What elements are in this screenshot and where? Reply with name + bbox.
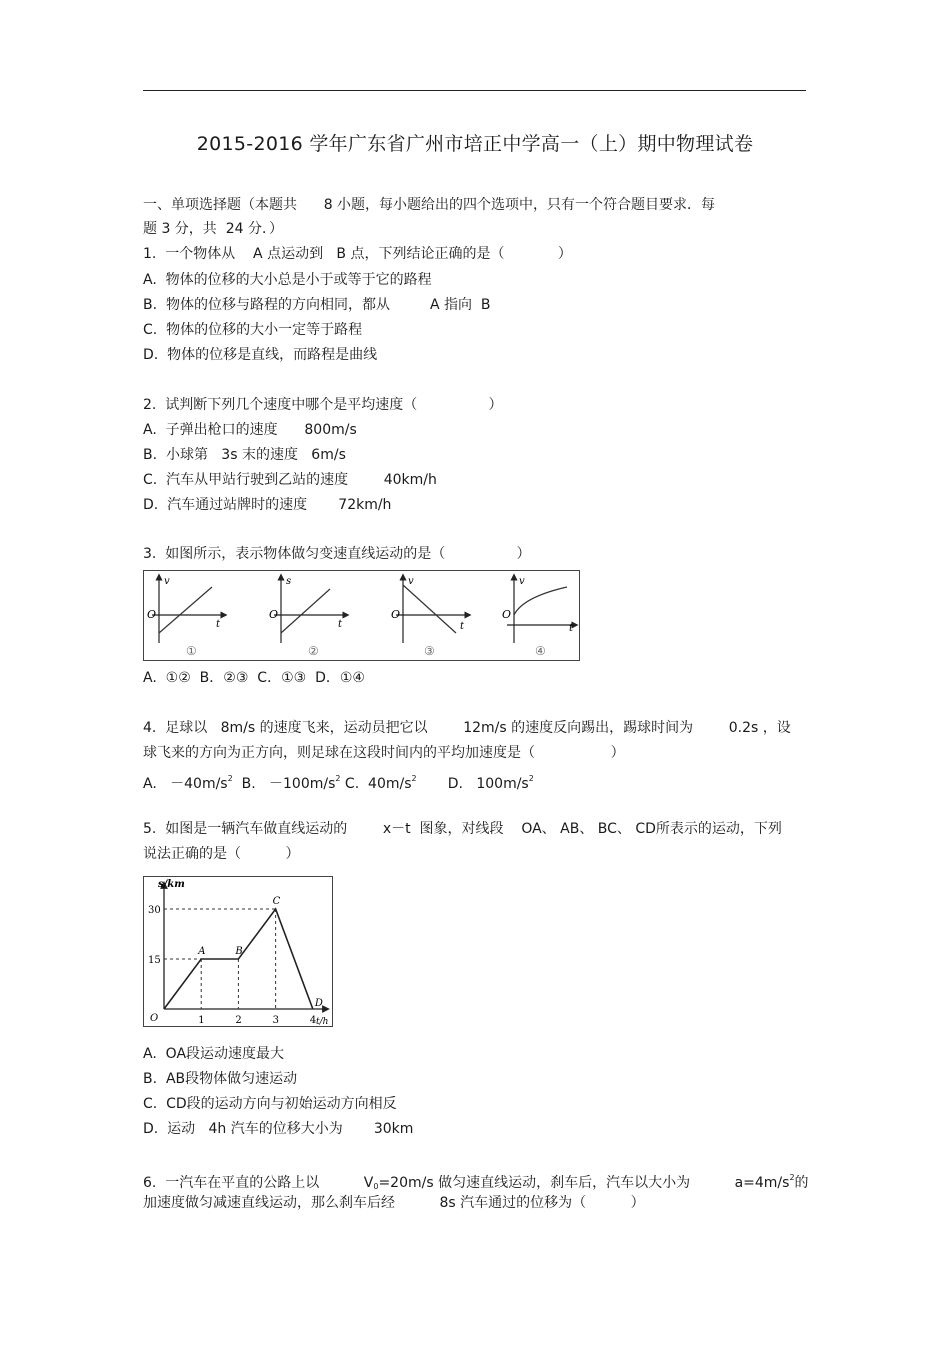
q5-stem-line1: 5. 如图是一辆汽车做直线运动的 x－t 图象，对线段 OA、 AB、 BC、 CD所表示的运动，下列	[143, 821, 782, 837]
q3-g4-axis-label: v	[519, 576, 525, 587]
section-heading-line1: 一、单项选择题（本题共 8 小题，每小题给出的四个选项中，只有一个符合题目要求．每	[143, 197, 716, 213]
q2-option-b: B. 小球第 3s 末的速度 6m/s	[143, 447, 346, 463]
q6-sup-2: 2	[789, 1173, 795, 1182]
q6-sub-0: 0	[373, 1182, 379, 1191]
q5-x-tick-1: 1	[198, 1015, 205, 1026]
q3-g1-t-label: t	[216, 619, 221, 630]
q3-g3-axis-label: v	[408, 576, 414, 587]
q5-option-d: D. 运动 4h 汽车的位移大小为 30km	[143, 1121, 414, 1137]
top-rule	[143, 90, 806, 91]
q6-text-b: =20m/s 做匀速直线运动，刹车后，汽车以大小为 a=4m/s	[378, 1175, 790, 1191]
q1-option-d: D. 物体的位移是直线，而路程是曲线	[143, 347, 378, 363]
q5-x-axis-label: t/h	[316, 1017, 329, 1026]
q5-x-tick-2: 2	[235, 1015, 242, 1026]
q3-g1-origin: O	[147, 608, 157, 621]
q3-stem: 3. 如图所示，表示物体做匀变速直线运动的是（ ）	[143, 546, 531, 562]
q5-figure	[143, 876, 333, 1027]
q5-point-D: D	[314, 998, 323, 1009]
q3-g1-mark: ①	[186, 644, 197, 658]
q5-x-tick-4: 4	[309, 1015, 317, 1026]
q4-option-d: D. 100m/s	[416, 776, 529, 792]
q1-option-c: C. 物体的位移的大小一定等于路程	[143, 322, 363, 338]
q3-g3-origin: O	[391, 608, 401, 621]
q5-series-line	[164, 909, 313, 1009]
q5-origin: O	[150, 1013, 159, 1024]
q3-graphs-svg	[144, 571, 579, 660]
q4-option-c: C. 40m/s	[340, 776, 412, 792]
q5-option-a: A. OA段运动速度最大	[143, 1046, 285, 1062]
q4-stem-line1: 4. 足球以 8m/s 的速度飞来，运动员把它以 12m/s 的速度反向踢出，踢球时间为 0.2s ，设	[143, 720, 791, 736]
q1-option-b: B. 物体的位移与路程的方向相同，都从 A 指向 B	[143, 297, 491, 313]
q6-text-a: 6. 一汽车在平直的公路上以 V	[143, 1175, 374, 1191]
q3-g2-t-label: t	[338, 619, 343, 630]
q2-option-c: C. 汽车从甲站行驶到乙站的速度 40km/h	[143, 472, 437, 488]
q3-g4-mark: ④	[535, 644, 546, 658]
q3-g2-axis-label: s	[286, 576, 292, 587]
q3-graph-3	[391, 576, 468, 658]
q3-graph-1	[147, 576, 224, 658]
exam-title: 2015-2016 学年广东省广州市培正中学高一（上）期中物理试卷	[196, 133, 754, 155]
q6-stem-line1	[143, 1169, 809, 1196]
q6-stem-line2: 加速度做匀减速直线运动，那么刹车后经 8s 汽车通过的位移为（ ）	[143, 1195, 645, 1211]
q4-options	[143, 770, 534, 793]
q5-y-tick-30: 30	[148, 905, 161, 916]
q2-stem: 2. 试判断下列几个速度中哪个是平均速度（ ）	[143, 397, 503, 413]
q3-figure	[143, 570, 580, 661]
q5-chart-svg	[144, 877, 332, 1026]
q5-option-b: B. AB段物体做匀速运动	[143, 1071, 298, 1087]
section-heading-line2: 题 3 分，共 24 分．）	[143, 221, 283, 237]
q5-point-B: B	[235, 946, 243, 957]
q3-g3-mark: ③	[424, 644, 435, 658]
q3-g3-t-label: t	[460, 621, 465, 632]
q4-exp-a: 2	[227, 774, 233, 783]
q3-g2-origin: O	[269, 608, 279, 621]
q3-graph-4	[502, 576, 575, 658]
q6-text-c: 的	[794, 1175, 809, 1191]
q4-exp-d: 2	[528, 774, 534, 783]
q4-stem-line2: 球飞来的方向为正方向，则足球在这段时间内的平均加速度是（ ）	[143, 745, 625, 761]
q5-y-tick-15: 15	[148, 955, 161, 966]
q3-g4-origin: O	[502, 608, 512, 621]
q3-g4-t-label: t	[569, 623, 574, 634]
q4-exp-c: 2	[411, 774, 417, 783]
q3-g1-axis-label: v	[164, 576, 170, 587]
q5-stem-line2: 说法正确的是（ ）	[143, 846, 300, 862]
q4-exp-b: 2	[335, 774, 341, 783]
q2-option-a: A. 子弹出枪口的速度 800m/s	[143, 422, 357, 438]
q5-y-axis-label: s/km	[158, 879, 185, 890]
q3-options: A. ①② B．②③ C．①③ D．①④	[143, 670, 365, 686]
q5-point-A: A	[198, 946, 206, 957]
q5-x-tick-3: 3	[272, 1015, 280, 1026]
q4-option-b: B. －100m/s	[232, 776, 336, 792]
q1-stem: 1. 一个物体从 A 点运动到 B 点，下列结论正确的是（ ）	[143, 246, 572, 262]
q4-option-a: A. －40m/s	[143, 776, 228, 792]
q3-g2-mark: ②	[308, 644, 319, 658]
q1-option-a: A. 物体的位移的大小总是小于或等于它的路程	[143, 272, 432, 288]
q5-option-c: C. CD段的运动方向与初始运动方向相反	[143, 1096, 397, 1112]
q3-graph-2	[269, 576, 346, 658]
q5-point-C: C	[272, 896, 281, 907]
q2-option-d: D. 汽车通过站牌时的速度 72km/h	[143, 497, 392, 513]
